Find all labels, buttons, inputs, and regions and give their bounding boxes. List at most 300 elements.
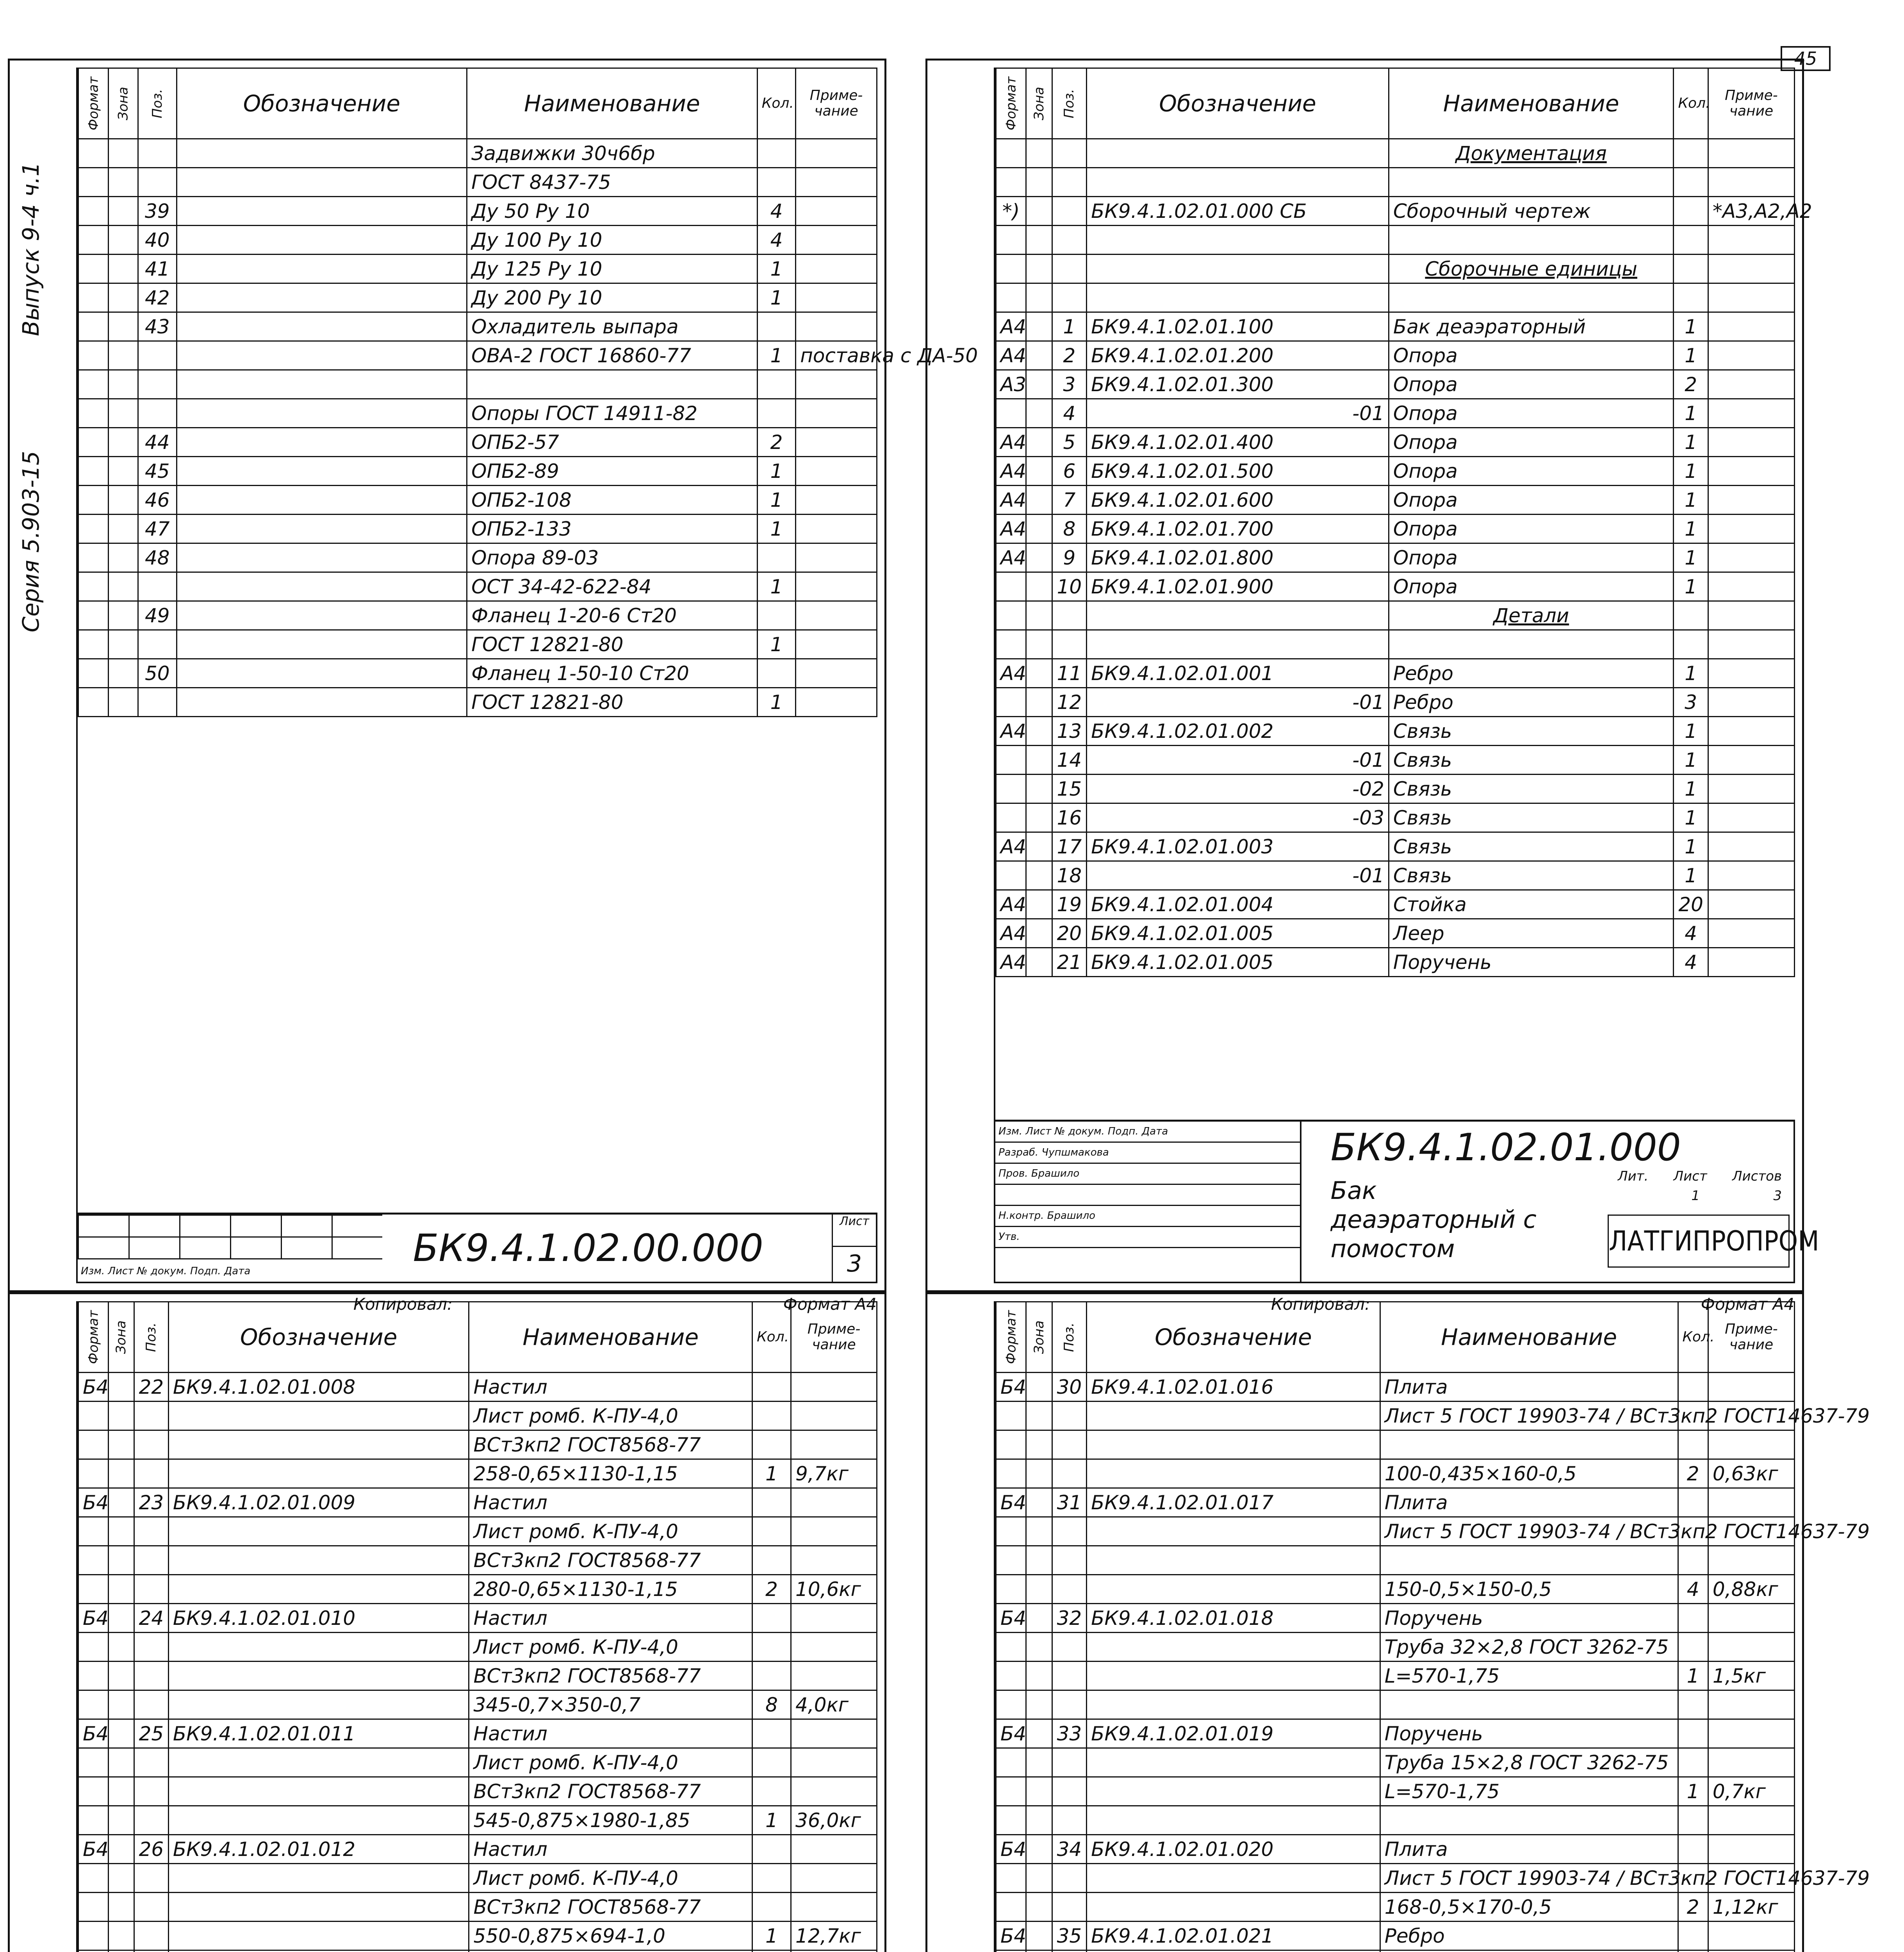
cell-qty <box>1678 1719 1708 1748</box>
cell-position: 12 <box>1052 688 1086 717</box>
cell-position: 42 <box>138 283 176 312</box>
cell-zone <box>1026 1690 1052 1719</box>
cell-note <box>1708 630 1794 659</box>
cell-format <box>78 370 109 399</box>
lit-row <box>1610 1168 1790 1184</box>
spec-table <box>78 68 978 717</box>
cell-name: 150-0,5×150-0,5 <box>1380 1575 1678 1604</box>
cell-position: 41 <box>138 255 176 283</box>
cell-note <box>1708 1604 1794 1633</box>
cell-designation: БК9.4.1.02.01.019 <box>1087 1719 1380 1748</box>
cell-note <box>796 312 877 341</box>
cell-position: 49 <box>138 601 176 630</box>
cell-format <box>996 283 1026 312</box>
cell-format <box>78 1546 109 1575</box>
cell-zone <box>108 1806 134 1835</box>
cell-zone <box>1026 688 1052 717</box>
cell-note <box>1708 1488 1794 1517</box>
cell-zone <box>108 1950 134 1952</box>
cell-position <box>134 1893 168 1922</box>
cell-name: Связь <box>1389 861 1674 890</box>
cell-zone <box>1026 1517 1052 1546</box>
cell-format <box>78 1633 109 1662</box>
cell-designation <box>168 1546 469 1575</box>
cell-position: 25 <box>134 1719 168 1748</box>
table-row <box>996 717 1795 746</box>
cell-qty <box>1678 1604 1708 1633</box>
table-row <box>996 1633 1795 1662</box>
cell-format: А4 <box>996 428 1026 457</box>
cell-position <box>138 168 176 197</box>
cell-name <box>1380 1430 1678 1459</box>
stamp-row: Утв. <box>995 1227 1300 1248</box>
cell-designation <box>168 1806 469 1835</box>
spec-rows <box>78 139 978 717</box>
table-row <box>996 399 1795 428</box>
col-name: Наименование <box>469 1302 752 1373</box>
cell-note <box>796 543 877 572</box>
table-row <box>996 1488 1795 1517</box>
cell-zone <box>108 341 138 370</box>
cell-note <box>796 283 877 312</box>
page-number: 45 <box>1781 46 1831 71</box>
table-row <box>996 1690 1795 1719</box>
table-row <box>996 1662 1795 1690</box>
cell-format <box>78 226 109 255</box>
cell-qty <box>752 1748 791 1777</box>
table-row <box>996 919 1795 948</box>
cell-designation: БК9.4.1.02.01.600 <box>1087 486 1389 515</box>
cell-position <box>1052 1864 1086 1893</box>
cell-note <box>1708 1835 1794 1864</box>
cell-name: ГОСТ 12821-80 <box>467 630 758 659</box>
cell-position: 17 <box>1052 832 1086 861</box>
cell-zone <box>108 630 138 659</box>
cell-format <box>78 341 109 370</box>
cell-name: Ду 50 Ру 10 <box>467 197 758 226</box>
table-row <box>78 168 877 197</box>
cell-qty <box>1678 1430 1708 1459</box>
cell-note <box>796 630 877 659</box>
cell-format: А4 <box>996 486 1026 515</box>
col-note: Приме-чание <box>796 68 877 139</box>
col-format: Формат <box>996 68 1026 139</box>
table-row <box>78 197 877 226</box>
cell-qty <box>752 1373 791 1402</box>
cell-designation <box>168 1748 469 1777</box>
cell-designation <box>176 370 467 399</box>
cell-note <box>791 1835 877 1864</box>
cell-format: А4 <box>996 832 1026 861</box>
cell-designation <box>176 515 467 543</box>
table-row <box>996 1777 1795 1806</box>
cell-designation: БК9.4.1.02.01.400 <box>1087 428 1389 457</box>
cell-zone <box>1026 746 1052 775</box>
cell-designation <box>168 1633 469 1662</box>
cell-name: ВСт3кп2 ГОСТ8568-77 <box>469 1662 752 1690</box>
cell-qty <box>1674 255 1708 283</box>
cell-position <box>134 1662 168 1690</box>
table-row <box>78 457 877 486</box>
cell-name: ВСт3кп2 ГОСТ8568-77 <box>469 1546 752 1575</box>
cell-note <box>1708 688 1794 717</box>
cell-qty: 1 <box>1674 428 1708 457</box>
cell-position <box>1052 1806 1086 1835</box>
cell-designation <box>1087 1517 1380 1546</box>
title-block <box>76 1213 877 1283</box>
cell-qty: 1 <box>1674 312 1708 341</box>
cell-zone <box>108 1373 134 1402</box>
cell-position: 26 <box>134 1835 168 1864</box>
cell-qty <box>752 1893 791 1922</box>
cell-zone <box>1026 168 1052 197</box>
cell-position: 15 <box>1052 775 1086 803</box>
cell-designation: -01 <box>1087 861 1389 890</box>
cell-zone <box>1026 283 1052 312</box>
cell-zone <box>108 601 138 630</box>
cell-position <box>1052 1633 1086 1662</box>
cell-note <box>796 659 877 688</box>
cell-designation <box>1087 630 1389 659</box>
cell-zone <box>1026 630 1052 659</box>
table-row <box>78 1488 877 1517</box>
table-row <box>78 1950 877 1952</box>
cell-position <box>134 1748 168 1777</box>
cell-zone <box>1026 370 1052 399</box>
cell-qty: 1 <box>1674 399 1708 428</box>
cell-qty: 1 <box>752 1922 791 1950</box>
stamp-grid <box>78 1215 382 1258</box>
cell-note: 0,7кг <box>1708 1777 1794 1806</box>
table-row <box>78 1922 877 1950</box>
cell-zone <box>1026 515 1052 543</box>
cell-zone <box>1026 312 1052 341</box>
cell-position: 22 <box>134 1373 168 1402</box>
cell-note: 4,0кг <box>791 1690 877 1719</box>
cell-designation <box>1087 1690 1380 1719</box>
cell-designation: БК9.4.1.02.01.005 <box>1087 948 1389 977</box>
table-row <box>996 948 1795 977</box>
cell-position: 21 <box>1052 948 1086 977</box>
cell-format <box>78 1690 109 1719</box>
cell-note <box>791 1517 877 1546</box>
cell-name: Ребро <box>1380 1922 1678 1950</box>
cell-zone <box>1026 717 1052 746</box>
cell-name: Лист 5 ГОСТ 19903-74 / ВСт3кп2 ГОСТ14637-79 <box>1380 1864 1678 1893</box>
cell-name: Леер <box>1389 919 1674 948</box>
cell-name: 545-0,875×1980-1,85 <box>469 1806 752 1835</box>
table-row <box>996 803 1795 832</box>
col-name: Наименование <box>467 68 758 139</box>
cell-qty: 2 <box>1678 1893 1708 1922</box>
cell-zone <box>1026 543 1052 572</box>
cell-position: 33 <box>1052 1719 1086 1748</box>
cell-designation <box>176 486 467 515</box>
cell-qty <box>752 1719 791 1748</box>
cell-designation: БК9.4.1.02.01.011 <box>168 1719 469 1748</box>
cell-position <box>134 1575 168 1604</box>
cell-note <box>1708 515 1794 543</box>
cell-qty <box>1678 1488 1708 1517</box>
table-row <box>996 630 1795 659</box>
cell-name: Лист ромб. К-ПУ-4,0 <box>469 1517 752 1546</box>
spec-table-container <box>994 1301 1870 1952</box>
cell-zone <box>1026 1633 1052 1662</box>
cell-name: 345-0,7×350-0,7 <box>469 1690 752 1719</box>
cell-position: 8 <box>1052 515 1086 543</box>
lit-values <box>1610 1188 1790 1204</box>
cell-designation <box>176 341 467 370</box>
cell-zone <box>1026 1893 1052 1922</box>
cell-qty: 1 <box>1674 486 1708 515</box>
cell-zone <box>1026 948 1052 977</box>
cell-zone <box>1026 1806 1052 1835</box>
cell-zone <box>1026 486 1052 515</box>
spec-table-container <box>994 68 1812 1122</box>
cell-zone <box>108 1604 134 1633</box>
cell-note <box>791 1864 877 1893</box>
cell-name: Опоры ГОСТ 14911-82 <box>467 399 758 428</box>
table-row <box>78 341 877 370</box>
table-row <box>996 601 1795 630</box>
format-label: Формат А4 <box>1701 1295 1794 1314</box>
table-row <box>78 1373 877 1402</box>
cell-position <box>1052 1430 1086 1459</box>
cell-format <box>78 688 109 717</box>
cell-qty <box>757 543 795 572</box>
cell-format <box>996 1546 1026 1575</box>
cell-designation: БК9.4.1.02.01.004 <box>1087 890 1389 919</box>
table-row <box>78 1459 877 1488</box>
col-qty: Кол. <box>757 68 795 139</box>
cell-qty: 2 <box>1674 370 1708 399</box>
cell-note: 1,5кг <box>1708 1662 1794 1690</box>
cell-qty <box>1678 1950 1708 1952</box>
cell-qty: 2 <box>752 1575 791 1604</box>
cell-note <box>1708 255 1794 283</box>
col-qty: Кол. <box>1674 68 1708 139</box>
cell-position <box>138 341 176 370</box>
col-format: Формат <box>996 1302 1026 1373</box>
cell-zone <box>1026 1546 1052 1575</box>
table-row <box>996 370 1795 399</box>
cell-format <box>78 1748 109 1777</box>
cell-position <box>134 1459 168 1488</box>
cell-designation <box>1087 1748 1380 1777</box>
cell-qty: 1 <box>757 486 795 515</box>
cell-zone <box>108 399 138 428</box>
cell-qty: 1 <box>757 572 795 601</box>
table-row <box>996 1517 1795 1546</box>
spec-table-container <box>76 1301 877 1952</box>
cell-zone <box>108 457 138 486</box>
cell-name <box>1380 1690 1678 1719</box>
cell-designation <box>176 283 467 312</box>
cell-position: 24 <box>134 1604 168 1633</box>
cell-designation <box>176 630 467 659</box>
table-row <box>78 1517 877 1546</box>
cell-format <box>996 1633 1026 1662</box>
table-row <box>996 1546 1795 1575</box>
cell-qty: 1 <box>1674 775 1708 803</box>
cell-position: 19 <box>1052 890 1086 919</box>
cell-zone <box>1026 341 1052 370</box>
cell-format <box>996 1459 1026 1488</box>
table-row <box>996 1950 1795 1952</box>
cell-format <box>78 1517 109 1546</box>
col-name: Наименование <box>1389 68 1674 139</box>
table-row <box>78 1806 877 1835</box>
cell-zone <box>108 428 138 457</box>
cell-format <box>78 486 109 515</box>
cell-format: Б4 <box>78 1835 109 1864</box>
cell-format <box>78 197 109 226</box>
col-designation: Обозначение <box>1087 68 1389 139</box>
cell-designation <box>176 139 467 168</box>
cell-note <box>1708 890 1794 919</box>
cell-qty <box>1678 1806 1708 1835</box>
col-designation: Обозначение <box>1087 1302 1380 1373</box>
cell-designation <box>176 601 467 630</box>
cell-designation <box>168 1459 469 1488</box>
document-code: БК9.4.1.02.00.000 <box>413 1226 763 1270</box>
table-row <box>78 1662 877 1690</box>
cell-zone <box>1026 572 1052 601</box>
format-label: Формат А4 <box>783 1295 877 1314</box>
cell-designation: БК9.4.1.02.01.005 <box>1087 919 1389 948</box>
table-row <box>78 486 877 515</box>
cell-position: 7 <box>1052 486 1086 515</box>
cell-format <box>996 1430 1026 1459</box>
table-row <box>996 168 1795 197</box>
cell-name: Документация <box>1389 139 1674 168</box>
table-row <box>78 1575 877 1604</box>
spec-sheet-1 <box>8 59 978 1314</box>
cell-designation: БК9.4.1.02.01.700 <box>1087 515 1389 543</box>
spec-table <box>995 68 1812 977</box>
cell-format: А4 <box>996 312 1026 341</box>
sheet-number: 3 <box>832 1246 876 1282</box>
cell-position <box>1052 1777 1086 1806</box>
cell-note <box>791 1402 877 1430</box>
cell-position <box>1052 283 1086 312</box>
cell-note <box>1708 543 1794 572</box>
cell-zone <box>1026 1430 1052 1459</box>
cell-note <box>791 1373 877 1402</box>
cell-qty <box>1678 1373 1708 1402</box>
cell-qty <box>757 139 795 168</box>
cell-designation <box>176 428 467 457</box>
cell-designation: БК9.4.1.02.01.009 <box>168 1488 469 1517</box>
cell-qty: 4 <box>1674 948 1708 977</box>
cell-position: 30 <box>1052 1373 1086 1402</box>
cell-name: Опора <box>1389 486 1674 515</box>
cell-position <box>138 399 176 428</box>
cell-format: А4 <box>996 717 1026 746</box>
cell-name: Ду 100 Ру 10 <box>467 226 758 255</box>
cell-format <box>996 399 1026 428</box>
cell-position: 34 <box>1052 1835 1086 1864</box>
cell-position <box>134 1806 168 1835</box>
cell-zone <box>1026 832 1052 861</box>
cell-position <box>138 688 176 717</box>
table-row <box>78 688 877 717</box>
cell-note <box>1708 803 1794 832</box>
cell-zone <box>108 1575 134 1604</box>
cell-name: 100-0,435×160-0,5 <box>1380 1459 1678 1488</box>
cell-designation <box>176 659 467 688</box>
cell-qty: 1 <box>1674 572 1708 601</box>
cell-format <box>78 428 109 457</box>
cell-name: Лист ромб. К-ПУ-4,0 <box>469 1864 752 1893</box>
cell-name: Связь <box>1389 803 1674 832</box>
table-row <box>996 1893 1795 1922</box>
cell-name <box>1380 1806 1678 1835</box>
table-row <box>996 1575 1795 1604</box>
cell-position: 2 <box>1052 341 1086 370</box>
table-row <box>996 1864 1795 1893</box>
cell-format <box>78 139 109 168</box>
cell-qty: 1 <box>1674 746 1708 775</box>
table-row <box>996 457 1795 486</box>
cell-note <box>1708 919 1794 948</box>
col-designation: Обозначение <box>168 1302 469 1373</box>
cell-note <box>1708 832 1794 861</box>
col-zone: Зона <box>1026 68 1052 139</box>
cell-qty: 4 <box>1678 1575 1708 1604</box>
table-row <box>78 1430 877 1459</box>
table-row <box>78 399 877 428</box>
cell-format <box>78 572 109 601</box>
cell-note <box>1708 486 1794 515</box>
cell-name: Труба 32×2,8 ГОСТ 3262-75 <box>1380 1633 1678 1662</box>
table-row <box>78 515 877 543</box>
cell-name: Поручень <box>1380 1719 1678 1748</box>
cell-format <box>996 255 1026 283</box>
cell-note <box>791 1633 877 1662</box>
cell-designation <box>1087 1662 1380 1690</box>
cell-format: А4 <box>996 919 1026 948</box>
cell-zone <box>1026 659 1052 688</box>
cell-zone <box>108 486 138 515</box>
cell-zone <box>108 1402 134 1430</box>
cell-name: Опора <box>1389 428 1674 457</box>
cell-designation: -01 <box>1087 688 1389 717</box>
cell-zone <box>108 1690 134 1719</box>
cell-zone <box>108 283 138 312</box>
cell-format <box>996 803 1026 832</box>
cell-name: L=570-1,75 <box>1380 1662 1678 1690</box>
cell-name: 258-0,65×1130-1,15 <box>469 1459 752 1488</box>
cell-designation <box>168 1864 469 1893</box>
cell-position: 46 <box>138 486 176 515</box>
cell-designation: БК9.4.1.02.01.001 <box>1087 659 1389 688</box>
cell-zone <box>1026 399 1052 428</box>
cell-qty <box>1678 1748 1708 1777</box>
cell-qty: 1 <box>757 283 795 312</box>
cell-position: 18 <box>1052 861 1086 890</box>
cell-format: Б4 <box>78 1373 109 1402</box>
cell-note <box>796 255 877 283</box>
cell-format <box>996 139 1026 168</box>
cell-name: ОСТ 34-42-622-84 <box>467 572 758 601</box>
cell-position <box>1052 1575 1086 1604</box>
table-row <box>996 775 1795 803</box>
cell-format: Б4 <box>78 1488 109 1517</box>
cell-note <box>1708 341 1794 370</box>
cell-format <box>78 399 109 428</box>
cell-note <box>1708 717 1794 746</box>
